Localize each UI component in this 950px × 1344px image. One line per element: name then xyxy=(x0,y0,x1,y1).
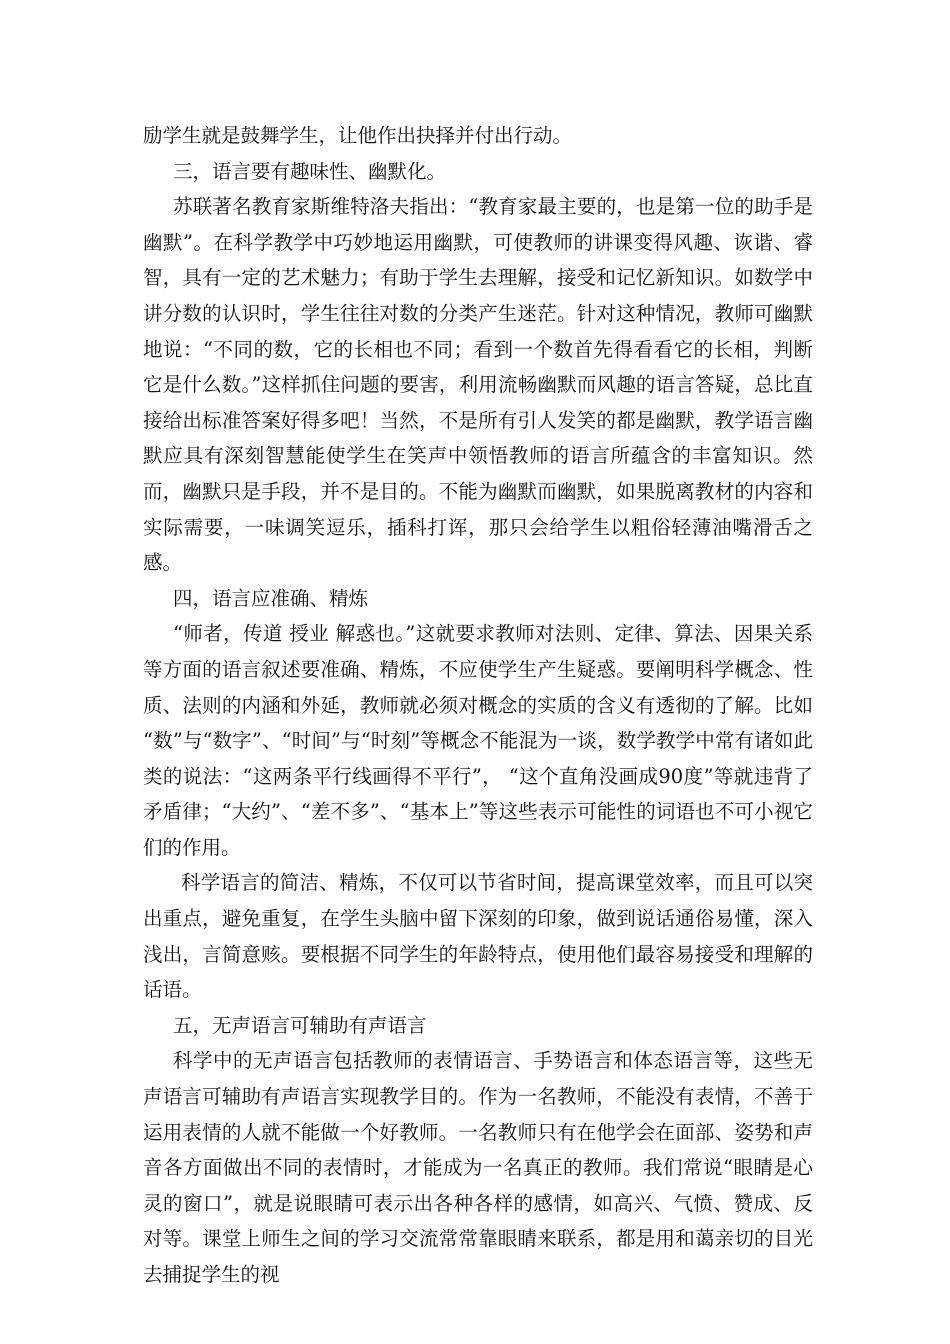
paragraph-humor: 苏联著名教育家斯维特洛夫指出：“教育家最主要的，也是第一位的助手是幽默”。在科学教学中巧妙地运用幽默，可使教师的讲课变得风趣、诙谐、睿智，具有一定的艺术魅力；有助于学生去理解，接受和记忆新知识。如数学中讲分数的认识时，学生往往对数的分类产生迷茫。针对这种情况，教师可幽默地说：“不同的数，它的长相也不同；看到一个数首先得看看它的长相，判断它是什么数。”这样抓住问题的要害，利用流畅幽默而风趣的语言答疑，总比直接给出标准答案好得多吧！当然，不是所有引人发笑的都是幽默，教学语言幽默应具有深刻智慧能使学生在笑声中领悟教师的语言所蕴含的丰富知识。然而，幽默只是手段，并不是目的。不能为幽默而幽默，如果脱离教材的内容和实际需要，一味调笑逗乐，插科打诨，那只会给学生以粗俗轻薄油嘴滑舌之感。 xyxy=(143,195,813,575)
body-text xyxy=(143,118,813,1293)
section-heading-5: 五，无声语言可辅助有声语言 xyxy=(173,1013,427,1037)
paragraph-nonverbal: 科学中的无声语言包括教师的表情语言、手势语言和体态语言等，这些无声语言可辅助有声语言实现教学目的。作为一名教师，不能没有表情，不善于运用表情的人就不能做一个好教师。一名教师只有在他学会在面部、姿势和声音各方面做出不同的表情时，才能成为一名真正的教师。我们常说“眼睛是心灵的窗口”，就是说眼睛可表示出各种各样的感情，如高兴、气愤、赞成、反对等。课堂上师生之间的学习交流常常靠眼睛来联系，都是用和蔼亲切的目光去捕捉学生的视 xyxy=(143,1049,813,1286)
paragraph-concise: 科学语言的简洁、精炼，不仅可以节省时间，提高课堂效率，而且可以突出重点，避免重复，在学生头脑中留下深刻的印象，做到说话通俗易懂，深入浅出，言简意赅。要根据不同学生的年龄特点，使用他们最容易接受和理解的话语。 xyxy=(143,871,813,1002)
section-heading-3: 三，语言要有趣味性、幽默化。 xyxy=(173,159,447,183)
section-heading-4: 四，语言应准确、精炼 xyxy=(173,586,369,610)
paragraph-continuation: 励学生就是鼓舞学生，让他作出抉择并付出行动。 xyxy=(143,124,573,147)
paragraph-accuracy: “师者，传道 授业 解惑也。”这就要求教师对法则、定律、算法、因果关系等方面的语言叙述要准确、精炼，不应使学生产生疑惑。要阐明科学概念、性质、法则的内涵和外延，教师就必须对概念的实质的含义有透彻的了解。比如 “数”与“数字”、“时间”与“时刻”等概念不能混为一谈，数学教学中常有诸如此类的说法：“这两条平行线画得不平行”， “这个直角没画成90度”等就违背了矛盾律；“大约”、“差不多”、“基本上”等这些表示可能性的词语也不可小视它们的作用。 xyxy=(143,622,813,859)
